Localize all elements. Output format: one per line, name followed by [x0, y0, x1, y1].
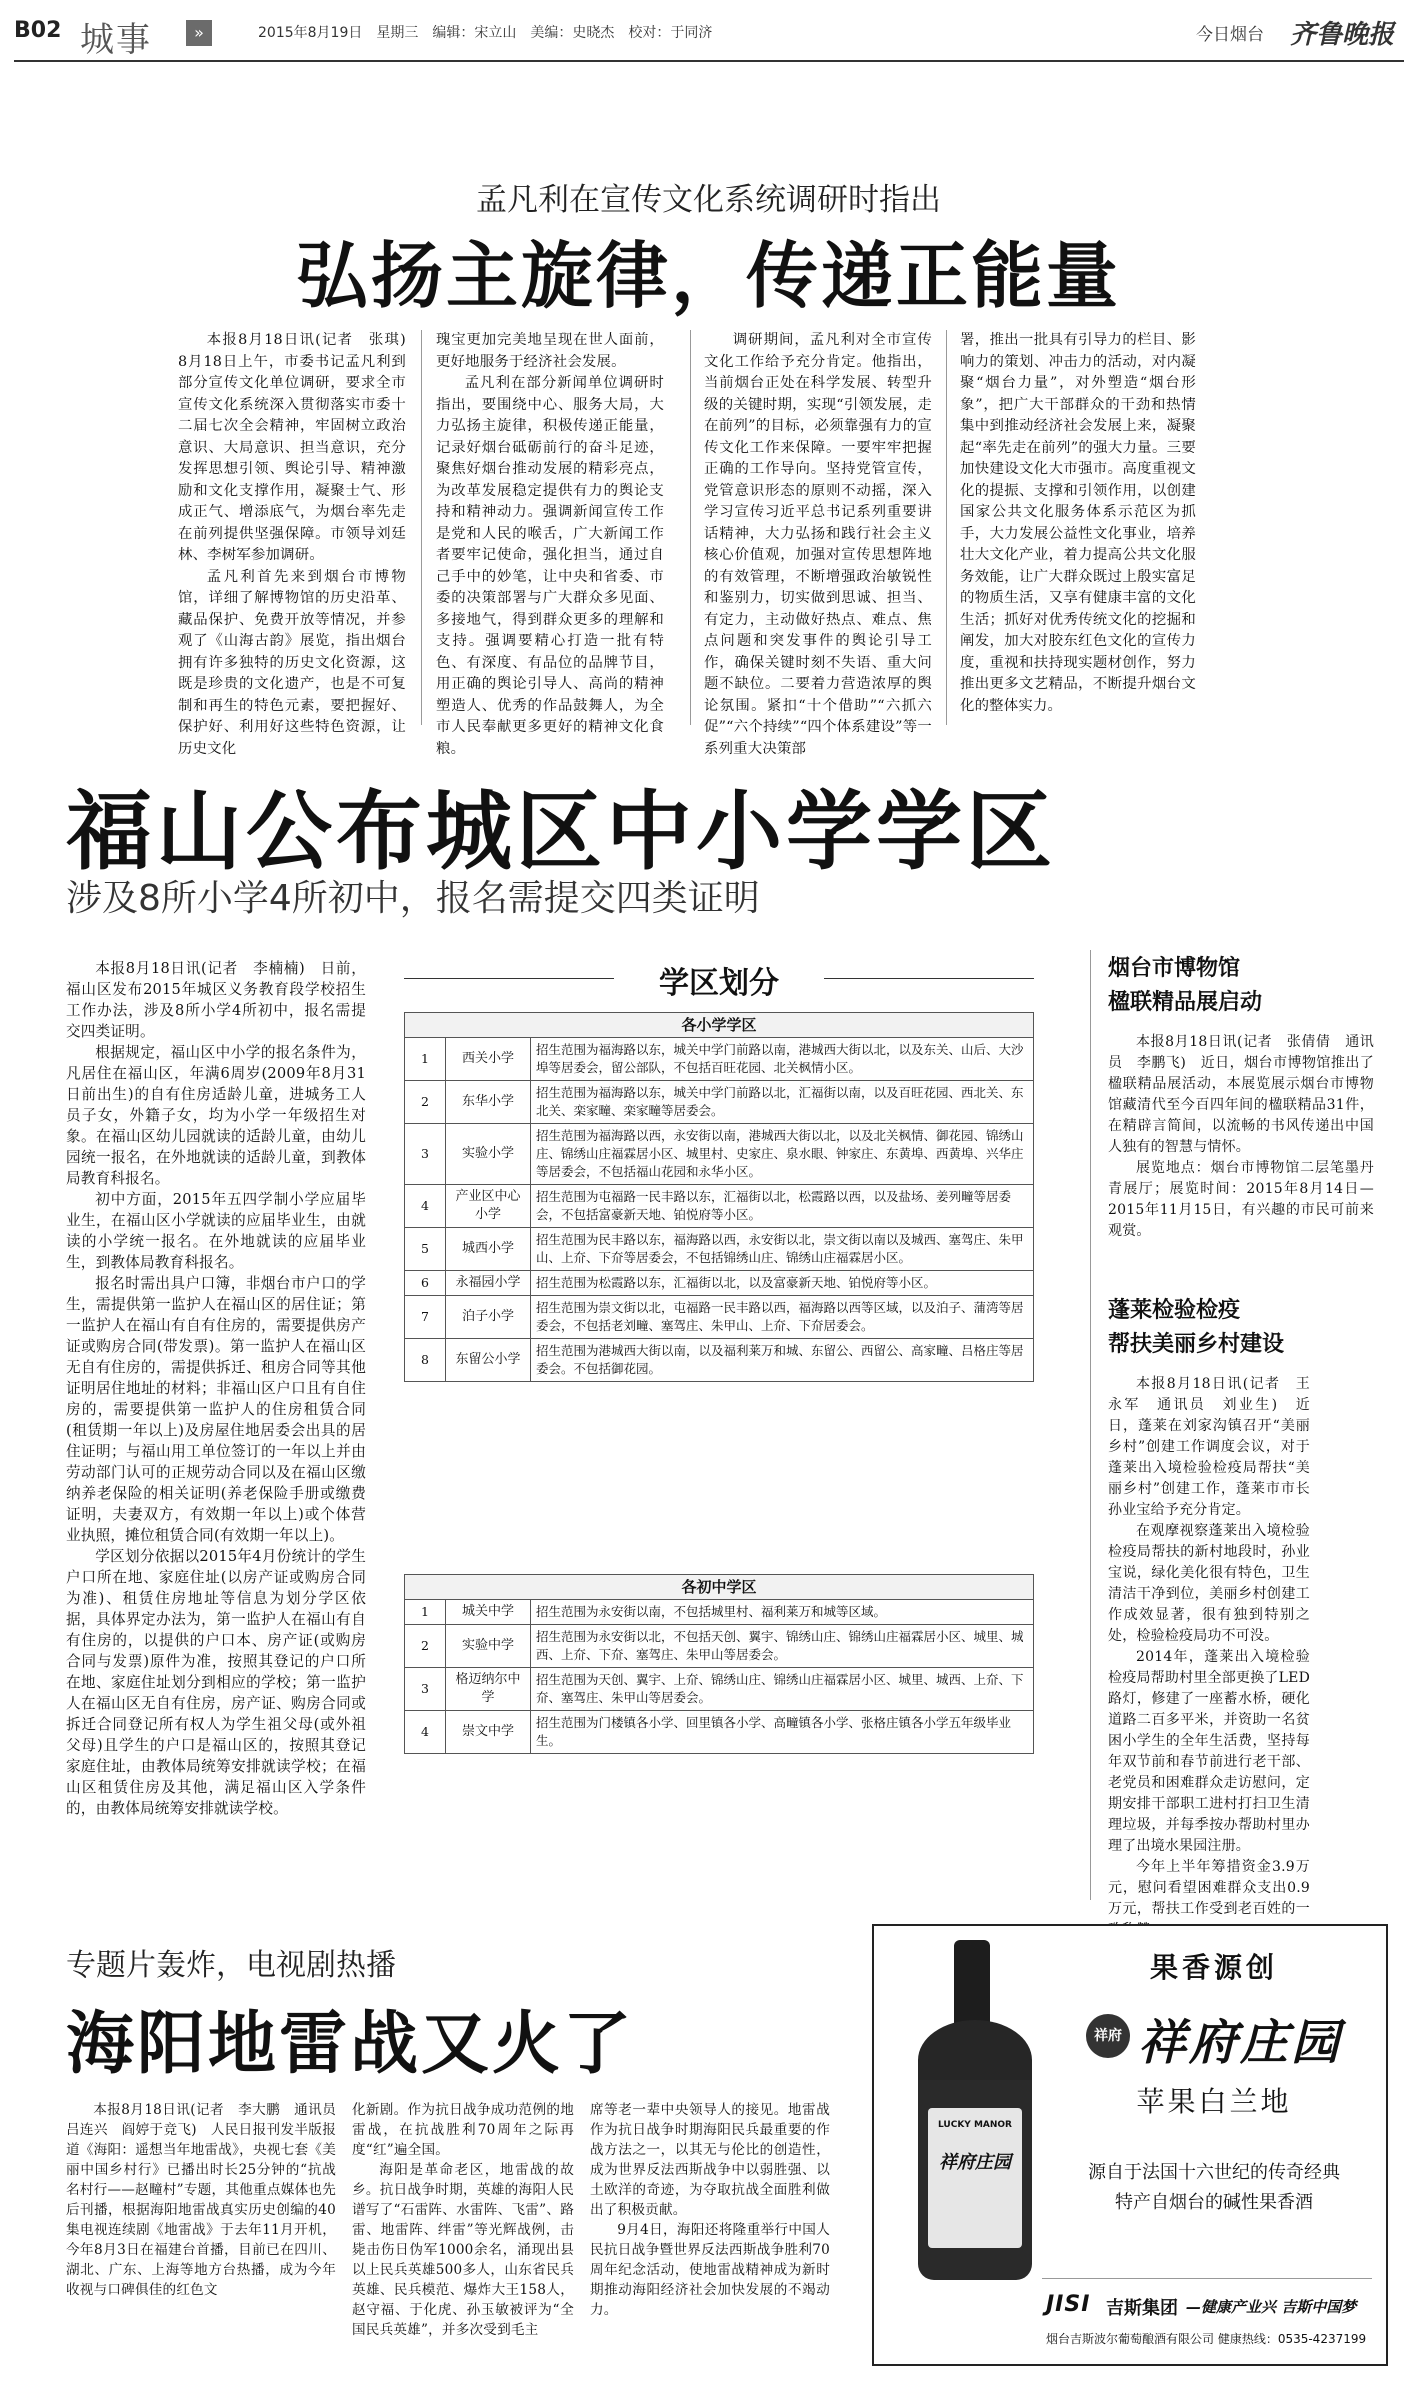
page-header: [0, 0, 1417, 66]
school-name: 产业区中心小学: [446, 1185, 531, 1228]
sidebar1-title: [1108, 952, 1308, 1020]
paragraph: 报名时需出具户口簿，非烟台市户口的学生，需提供第一监护人在福山区的居住证；第一监护人在福山有自有住房的，需要提供房产证或购房合同(带发票)。第一监护人在福山区无自有住房的，需提供拆迁、租房合同等其他证明居住地址的材料；非福山区户口且有自住房的，需要提供第一监护人的住房租赁合同(租赁期一年以上)及房屋住地居委会出具的居住证明；与福山用工单位签订的一年以上并由劳动部门认可的正规劳动合同以及在福山区缴纳养老保险的相关证明(养老保险手册或缴费证明，夫妻双方，有效期一年以上)或个体营业执照，摊位租赁合同(有效期一年以上)。: [66, 1275, 366, 1544]
article1-col3: [704, 330, 932, 760]
school-name: 泊子小学: [446, 1296, 531, 1339]
article3-subtitle: 专题片轰炸，电视剧热播: [66, 1948, 396, 1983]
sidebar2-title-line1: 蓬莱检验检疫: [1108, 1298, 1241, 1323]
heading-rule-right: [824, 978, 1034, 979]
paragraph: 孟凡利首先来到烟台市博物馆，详细了解博物馆的历史沿革、藏品保护、免费开放等情况，并参观了《山海古韵》展览，指出烟台拥有许多独特的历史文化资源，这既是珍贵的文化遗产，也是不可复制和再生的特色元素，要把握好、保护好、利用好这些特色资源，让历史文化: [178, 568, 406, 757]
product-desc-2: 特产自烟台的碱性果香酒: [1115, 2192, 1313, 2213]
primary-table-header: 各小学学区: [405, 1013, 1034, 1038]
ad-divider: [1042, 2278, 1372, 2279]
paragraph: 9月4日，海阳还将隆重举行中国人民抗日战争暨世界反法西斯战争胜利70周年纪念活动，使地雷战精神成为新时期推动海阳经济社会加快发展的不竭动力。: [590, 2222, 830, 2318]
table-row: [405, 1038, 1034, 1081]
middle-table-header: 各初中学区: [405, 1575, 1034, 1600]
page-number: B02: [14, 18, 62, 43]
paragraph: 化新剧。作为抗日战争成功范例的地雷战，在抗战胜利70周年之际再度“红”遍全国。: [352, 2102, 574, 2158]
sidebar2-title-line2: 帮扶美丽乡村建设: [1108, 1332, 1285, 1357]
row-number: 4: [405, 1185, 446, 1228]
middle-school-table: [404, 1574, 1034, 1754]
bottle-label-text: 祥府庄园: [939, 2152, 1011, 2173]
school-range: 招生范围为松霞路以东，汇福街以北，以及富豪新天地、铂悦府等小区。: [531, 1271, 1034, 1296]
column-divider: [946, 330, 947, 725]
row-number: 2: [405, 1081, 446, 1124]
article3-title: 海阳地雷战又火了: [66, 2005, 635, 2084]
date-line: 2015年8月19日 星期三 编辑：宋立山 美编：史晓杰 校对：于同济: [258, 25, 713, 41]
paragraph: 海阳是革命老区，地雷战的故乡。抗日战争时期，英雄的海阳人民谱写了“石雷阵、水雷阵、飞雷”、路雷、地雷阵、绊雷”等光辉战例，击毙击伤日伪军1000余名，涌现出县以上民兵英雄500多人，山东省民兵英雄、民兵模范、爆炸大王158人，赵守福、于化虎、孙玉敏被评为“全国民兵英雄”，并多次受到毛主: [352, 2162, 574, 2338]
paragraph: 瑰宝更加完美地呈现在世人面前，更好地服务于经济社会发展。: [436, 332, 664, 370]
school-range: 招生范围为福海路以东，城关中学门前路以南，港城西大街以北，以及东关、山后、大沙埠等居委会，留公部队，不包括百旺花园、北关枫情小区。: [531, 1038, 1034, 1081]
row-number: 6: [405, 1271, 446, 1296]
paragraph: 在观摩视察蓬莱出入境检验检疫局帮扶的新村地段时，孙业宝说，绿化美化很有特色，卫生清洁干净到位，美丽乡村创建工作成效显著，很有独到特别之处，检验检疫局功不可没。: [1108, 1523, 1310, 1644]
school-range: 招生范围为福海路以东，城关中学门前路以北，汇福街以南，以及百旺花园、西北关、东北关、栾家疃、栾家疃等居委会。: [531, 1081, 1034, 1124]
paragraph: 初中方面，2015年五四学制小学应届毕业生，在福山区小学就读的应届毕业生，由就读的小学统一报名。在外地就读的应届毕业生，到教体局教育科报名。: [66, 1191, 366, 1271]
school-name: 西关小学: [446, 1038, 531, 1081]
district-table-title: 学区划分: [659, 966, 779, 1001]
paragraph: 根据规定，福山区中小学的报名条件为，凡居住在福山区，年满6周岁(2009年8月31日前出生)的自有住房适龄儿童，进城务工人员子女，外籍子女，均为小学一年级招生对象。在福山区幼儿园就读的适龄儿童，由幼儿园统一报名，在外地就读的适龄儿童，到教体局教育科报名。: [66, 1044, 366, 1187]
ad-slogan: 果香源创: [1149, 1951, 1278, 1984]
table-row: [405, 1228, 1034, 1271]
sidebar1-body: [1108, 1032, 1374, 1242]
bottle-neck: [954, 1940, 990, 2030]
sidebar2-title: [1108, 1294, 1368, 1362]
school-range: 招生范围为民丰路以东，福海路以西，永安街以北，崇文街以南以及城西、塞驾庄、朱甲山、上夼、下夼等居委会，不包括锦绣山庄、锦绣山庄福霖居小区。: [531, 1228, 1034, 1271]
school-range: 招生范围为崇文街以北，屯福路一民丰路以西，福海路以西等区域，以及泊子、蒲湾等居委会，不包括老刘疃、塞驾庄、朱甲山、上夼、下夼居委会。: [531, 1296, 1034, 1339]
article1-title: 弘扬主旋律，传递正能量: [295, 234, 1121, 318]
school-range: 招生范围为屯福路一民丰路以东，汇福街以北，松霞路以西，以及盐场、姜列疃等居委会，不包括富豪新天地、铂悦府等小区。: [531, 1185, 1034, 1228]
group-name: 吉斯集团: [1106, 2298, 1178, 2319]
sidebar-divider: [1090, 950, 1091, 1900]
school-name: 永福园小学: [446, 1271, 531, 1296]
group-logo: JISI: [1046, 2292, 1091, 2317]
row-number: 1: [405, 1600, 446, 1625]
article1-col4: [960, 330, 1196, 717]
school-range: 招生范围为福海路以西，永安街以南，港城西大街以北，以及北关枫情、御花园、锦绣山庄、锦绣山庄福霖居小区、城里村、史家庄、泉水眼、钟家庄、东黄埠、西黄埠、兴华庄等居委会，不包括福山花园和永华小区。: [531, 1124, 1034, 1185]
advertisement[interactable]: [872, 1924, 1388, 2366]
brand-logo-text: 祥府庄园: [1138, 2015, 1343, 2071]
school-range: 招生范围为永安街以南，不包括城里村、福利莱万和城等区域。: [531, 1600, 1034, 1625]
table-row: [405, 1711, 1034, 1754]
school-name: 崇文中学: [446, 1711, 531, 1754]
school-name: 东华小学: [446, 1081, 531, 1124]
school-name: 格迈纳尔中学: [446, 1668, 531, 1711]
school-name: 实验中学: [446, 1625, 531, 1668]
column-divider: [690, 330, 691, 725]
article3-col2: [352, 2100, 574, 2340]
school-name: 城西小学: [446, 1228, 531, 1271]
paragraph: 2014年，蓬莱出入境检验检疫局帮助村里全部更换了LED路灯，修建了一座蓄水桥，硬化道路二百多平米，并资助一名贫困小学生的全年生活费，坚持每年双节前和春节前进行老干部、老党员和困难群众走访慰问，定期安排干部职工进村打扫卫生清理垃圾，并每季按办帮助村里办理了出境水果园注册。: [1108, 1649, 1310, 1854]
article1-subtitle: 孟凡利在宣传文化系统调研时指出: [476, 182, 941, 218]
paragraph: 本报8月18日讯(记者 李大鹏 通讯员 吕连兴 阎婷于竞飞) 人民日报刊发半版报道《海阳：遥想当年地雷战》，央视七套《美丽中国乡村行》已播出时长25分钟的“抗战名村行——赵疃村”专题，其他重点媒体也先后刊播，根据海阳地雷战真实历史创编的40集电视连续剧《地雷战》于去年11月开机，今年8月3日在福建台首播，目前已在四川、湖北、广东、上海等地方台热播，成为今年收视与口碑俱佳的红色文: [66, 2102, 350, 2298]
column-divider: [421, 330, 422, 725]
paragraph: 本报8月18日讯(记者 李楠楠) 日前，福山区发布2015年城区义务教育段学校招生工作办法，涉及8所小学4所初中，报名需提交四类证明。: [66, 960, 366, 1040]
school-name: 东留公小学: [446, 1339, 531, 1382]
article3-col1: [66, 2100, 350, 2300]
school-range: 招生范围为天创、翼宇、上夼、锦绣山庄、锦绣山庄福霖居小区、城里、城西、上夼、下夼、塞驾庄、朱甲山等居委会。: [531, 1668, 1034, 1711]
table-row: [405, 1271, 1034, 1296]
row-number: 2: [405, 1625, 446, 1668]
paragraph: 席等老一辈中央领导人的接见。地雷战作为抗日战争时期海阳民兵最重要的作战方法之一，以其无与伦比的创造性，成为世界反法西斯战争中以弱胜强、以土欧洋的奇迹，为夺取抗战全面胜利做出了积极贡献。: [590, 2102, 830, 2218]
row-number: 8: [405, 1339, 446, 1382]
brand-seal: [1086, 2014, 1130, 2058]
bottle-label-brand: LUCKY MANOR: [938, 2120, 1012, 2130]
paragraph: 本报8月18日讯(记者 张琪) 8月18日上午，市委书记孟凡利到部分宣传文化单位调研，要求全市宣传文化系统深入贯彻落实市委十二届七次全会精神，牢固树立政治意识、大局意识、担当意识，充分发挥思想引领、舆论引导、精神激励和文化支撑作用，凝聚士气、形成正气、增添底气，为烟台率先走在前列提供坚强保障。市领导刘廷林、李树军参加调研。: [178, 332, 421, 563]
table-row: [405, 1339, 1034, 1382]
row-number: 7: [405, 1296, 446, 1339]
table-row: [405, 1600, 1034, 1625]
article2-title: 福山公布城区中小学学区: [66, 782, 1056, 882]
paragraph: 展览地点：烟台市博物馆二层笔墨丹青展厅；展览时间：2015年8月14日—2015年11月15日，有兴趣的市民可前来观赏。: [1108, 1160, 1374, 1239]
section-chevron-icon: »: [186, 20, 212, 46]
article1-col1: [178, 330, 421, 760]
bottle-label: [928, 2108, 1022, 2248]
group-slogan: —健康产业兴 吉斯中国梦: [1186, 2298, 1357, 2316]
heading-rule-left: [404, 978, 614, 979]
school-range: 招生范围为门楼镇各小学、回里镇各小学、高疃镇各小学、张格庄镇各小学五年级毕业生。: [531, 1711, 1034, 1754]
paper-name-logo: 齐鲁晚报: [1290, 20, 1395, 50]
school-range: 招生范围为港城西大街以南，以及福利莱万和城、东留公、西留公、高家疃、吕格庄等居委会。不包括御花园。: [531, 1339, 1034, 1382]
paragraph: 署，推出一批具有引导力的栏目、影响力的策划、冲击力的活动，对内凝聚“烟台力量”，对外塑造“烟台形象”，把广大干部群众的干劲和热情集中到推动经济社会发展上来，凝聚起“率先走在前列”的强大力量。三要加快建设文化大市强市。高度重视文化的提振、支撑和引领作用，以创建国家公共文化服务体系示范区为抓手，大力发展公益性文化事业，培养壮大文化产业，着力提高公共文化服务效能，让广大群众既过上殷实富足的物质生活，又享有健康丰富的文化生活；抓好对优秀传统文化的挖掘和阐发，加大对胶东红色文化的宣传力度，重视和扶持现实题材创作，努力推出更多文艺精品，不断提升烟台文化的整体实力。: [960, 332, 1196, 714]
article1-col2: [436, 330, 664, 760]
sidebar1-title-line1: 烟台市博物馆: [1108, 956, 1241, 981]
sidebar2-body: [1108, 1374, 1310, 1941]
section-name: 城事: [80, 20, 152, 60]
row-number: 3: [405, 1668, 446, 1711]
table-row: [405, 1668, 1034, 1711]
table-row: [405, 1625, 1034, 1668]
school-name: 城关中学: [446, 1600, 531, 1625]
table-row: [405, 1185, 1034, 1228]
table-row: [405, 1124, 1034, 1185]
paragraph: 调研期间，孟凡利对全市宣传文化工作给予充分肯定。他指出，当前烟台正处在科学发展、转型升级的关键时期，实现“引领发展，走在前列”的目标，必须靠强有力的宣传文化工作来保障。一要牢牢把握正确的工作导向。坚持党管宣传，党管意识形态的原则不动摇，深入学习宣传习近平总书记系列重要讲话精神，大力弘扬和践行社会主义核心价值观，加强对宣传思想阵地的有效管理，不断增强政治敏锐性和鉴别力，切实做到思诚、担当、有定力，主动做好热点、难点、焦点问题和突发事件的舆论引导工作，确保关键时刻不失语、重大问题不缺位。二要着力营造浓厚的舆论氛围。紧扣“十个借助”“六抓六促”“六个持续”“四个体系建设”等一系列重大决策部: [704, 332, 932, 757]
primary-school-table: [404, 1012, 1034, 1382]
brandy-bottle-image: [910, 1940, 1040, 2280]
header-rule: [14, 60, 1404, 62]
paragraph: 学区划分依据以2015年4月份统计的学生户口所在地、家庭住址(以房产证或购房合同为准)、租赁住房地址等信息为划分学区依据，具体界定办法为，第一监护人在福山有自有住房的，以提供的户口本、房产证(或购房合同与发票)原件为准，按照其登记的户口所在地、家庭住址划分到相应的学校；第一监护人在福山区无自有住房，房产证、购房合同或拆迁合同登记所有权人为学生祖父母(或外祖父母)且学生的户口是福山区的，按照其登记家庭住址，由教体局统筹安排就读学校；在福山区租赁住房及其他，满足福山区入学条件的，由教体局统筹安排就读学校。: [66, 1548, 366, 1817]
product-desc-1: 源自于法国十六世纪的传奇经典: [1088, 2162, 1340, 2183]
row-number: 1: [405, 1038, 446, 1081]
table-row: [405, 1081, 1034, 1124]
row-number: 3: [405, 1124, 446, 1185]
company-line: 烟台吉斯波尔葡萄酿酒有限公司 健康热线：0535-4237199: [1046, 2332, 1367, 2346]
paragraph: 孟凡利在部分新闻单位调研时指出，要围绕中心、服务大局，大力弘扬主旋律，积极传递正能量，记录好烟台砥砺前行的奋斗足迹，聚焦好烟台推动发展的精彩亮点，为改革发展稳定提供有力的舆论支持和精神动力。强调新闻宣传工作是党和人民的喉舌，广大新闻工作者要牢记使命，强化担当，通过自己手中的妙笔，让中央和省委、市委的决策部署与广大群众多见面、多接地气，得到群众更多的理解和支持。强调要精心打造一批有特色、有深度、有品位的品牌节目，用正确的舆论引导人、高尚的精神塑造人、优秀的作品鼓舞人，为全市人民奉献更多更好的精神文化食粮。: [436, 375, 664, 757]
school-range: 招生范围为永安街以北，不包括天创、翼宇、锦绣山庄、锦绣山庄福霖居小区、城里、城西、上夼、下夼、塞驾庄、朱甲山等居委会。: [531, 1625, 1034, 1668]
district-table-heading: [404, 958, 1034, 1001]
paragraph: 本报8月18日讯(记者 张倩倩 通讯员 李鹏飞) 近日，烟台市博物馆推出了楹联精品展活动，本展览展示烟台市博物馆藏清代至今百四年间的楹联精品31件，在精辟言简间，以流畅的书风传递出中国人独有的智慧与情怀。: [1108, 1034, 1374, 1155]
paragraph: 今年上半年筹措资金3.9万元，慰问看望困难群众支出0.9万元，帮扶工作受到老百姓的一: [1108, 1859, 1310, 1917]
paragraph: 本报8月18日讯(记者 王永军 通讯员 刘业生) 近日，蓬莱在刘家沟镇召开“美丽乡村”创建工作调度会议，对于蓬莱出入境检验检疫局帮扶“美丽乡村”创建工作，蓬莱市市长孙业宝给予充分肯定。: [1108, 1376, 1310, 1518]
article2-body: [66, 958, 366, 1819]
table-row: [405, 1296, 1034, 1339]
masthead: 今日烟台: [1196, 25, 1264, 45]
row-number: 5: [405, 1228, 446, 1271]
school-name: 实验小学: [446, 1124, 531, 1185]
article2-subtitle: 涉及8所小学4所初中，报名需提交四类证明: [66, 878, 760, 919]
sidebar1-title-line2: 楹联精品展启动: [1108, 990, 1263, 1015]
article3-col3: [590, 2100, 830, 2320]
row-number: 4: [405, 1711, 446, 1754]
brand-seal-text: 祥府: [1094, 2028, 1122, 2044]
product-name: 苹果白兰地: [1136, 2085, 1292, 2118]
